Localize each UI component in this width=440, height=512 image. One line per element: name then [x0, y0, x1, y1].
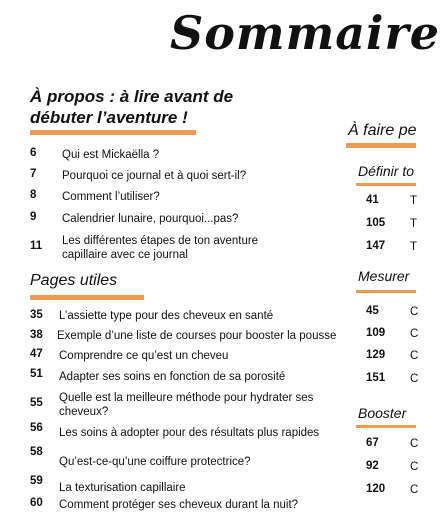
toc-page-number: 55	[30, 397, 43, 409]
toc-page-number: 35	[30, 309, 43, 321]
toc-entry-link[interactable]: C	[410, 438, 419, 450]
subsection-heading: Mesurer	[358, 268, 410, 284]
toc-page-number: 60	[30, 497, 43, 509]
section-underline	[30, 295, 144, 300]
toc-page-number: 56	[30, 422, 43, 434]
toc-entry-link[interactable]: Qui est Mickaëlla ?	[62, 149, 160, 161]
toc-entry-link[interactable]: La texturisation capillaire	[59, 482, 186, 494]
toc-page-number: 6	[30, 147, 37, 159]
toc-entry-link-continued[interactable]: cheveux?	[59, 406, 109, 418]
toc-entry-link-continued[interactable]: capillaire avec ce journal	[62, 249, 188, 261]
toc-entry-link[interactable]: C	[410, 461, 419, 473]
toc-page-number: 129	[366, 349, 386, 361]
toc-entry-link[interactable]: Les différentes étapes de ton aventure	[62, 235, 259, 247]
toc-page-number: 9	[30, 211, 37, 223]
toc-page-number: 109	[366, 327, 386, 339]
toc-entry-link[interactable]: Adapter ses soins en fonction de sa porosité	[59, 371, 286, 383]
toc-entry-link[interactable]: Comprendre ce qu’est un cheveu	[59, 350, 229, 362]
subsection-heading: Définir to	[358, 163, 415, 179]
toc-page-number: 38	[30, 329, 43, 341]
toc-page-number: 120	[366, 483, 386, 495]
section-heading-about-line2: débuter l’aventure !	[30, 108, 188, 127]
toc-page-number: 147	[366, 240, 386, 252]
toc-entry-link[interactable]: Exemple d’une liste de courses pour booster la pousse	[57, 330, 337, 342]
subsection-underline	[356, 183, 416, 186]
section-heading-about-line1: À propos : à lire avant de	[30, 87, 234, 106]
toc-entry-link[interactable]: Comment protéger ses cheveux durant la nuit?	[59, 499, 299, 511]
toc-entry-link[interactable]: C	[410, 328, 419, 340]
toc-entry-link[interactable]: C	[410, 350, 419, 362]
toc-page-number: 51	[30, 368, 43, 380]
section-heading-todo: À faire pe	[348, 122, 417, 139]
toc-entry-link[interactable]: Quelle est la meilleure méthode pour hydrater ses	[59, 392, 314, 404]
subsection-heading: Booster	[358, 405, 407, 421]
toc-entry-link[interactable]: T	[410, 241, 418, 253]
toc-page-number: 92	[366, 460, 379, 472]
toc-entry-link[interactable]: Les soins à adopter pour des résultats plus rapides	[59, 427, 320, 439]
toc-entry-link[interactable]: C	[410, 484, 419, 496]
toc-page-number: 7	[30, 168, 37, 180]
toc-page-number: 58	[30, 446, 43, 458]
section-underline	[346, 143, 416, 148]
section-underline	[30, 130, 196, 135]
toc-entry-link[interactable]: Pourquoi ce journal et à quoi sert-il?	[62, 170, 247, 182]
toc-page-number: 11	[30, 240, 43, 252]
toc-entry-link[interactable]: Comment l’utiliser?	[62, 191, 160, 203]
toc-entry-link[interactable]: T	[410, 218, 418, 230]
toc-entry-link[interactable]: Qu’est-ce-qu’une coiffure protectrice?	[59, 456, 251, 468]
section-heading-useful-pages: Pages utiles	[30, 272, 118, 289]
toc-page-number: 8	[30, 189, 37, 201]
toc-page-number: 105	[366, 217, 386, 229]
toc-page-number: 41	[366, 194, 379, 206]
toc-entry-link[interactable]: L’assiette type pour des cheveux en santé	[59, 310, 274, 322]
toc-page-number: 59	[30, 475, 43, 487]
toc-page-number: 67	[366, 437, 379, 449]
toc-page-number: 47	[30, 348, 43, 360]
toc-entry-link[interactable]: Calendrier lunaire, pourquoi...pas?	[62, 213, 239, 225]
toc-entry-link[interactable]: T	[410, 195, 418, 207]
toc-page-number: 45	[366, 305, 379, 317]
subsection-underline	[356, 290, 416, 293]
toc-page-number: 151	[366, 372, 386, 384]
toc-entry-link[interactable]: C	[410, 373, 419, 385]
toc-entry-link[interactable]: C	[410, 306, 419, 318]
subsection-underline	[356, 425, 416, 428]
page-title: Sommaire	[170, 6, 440, 60]
